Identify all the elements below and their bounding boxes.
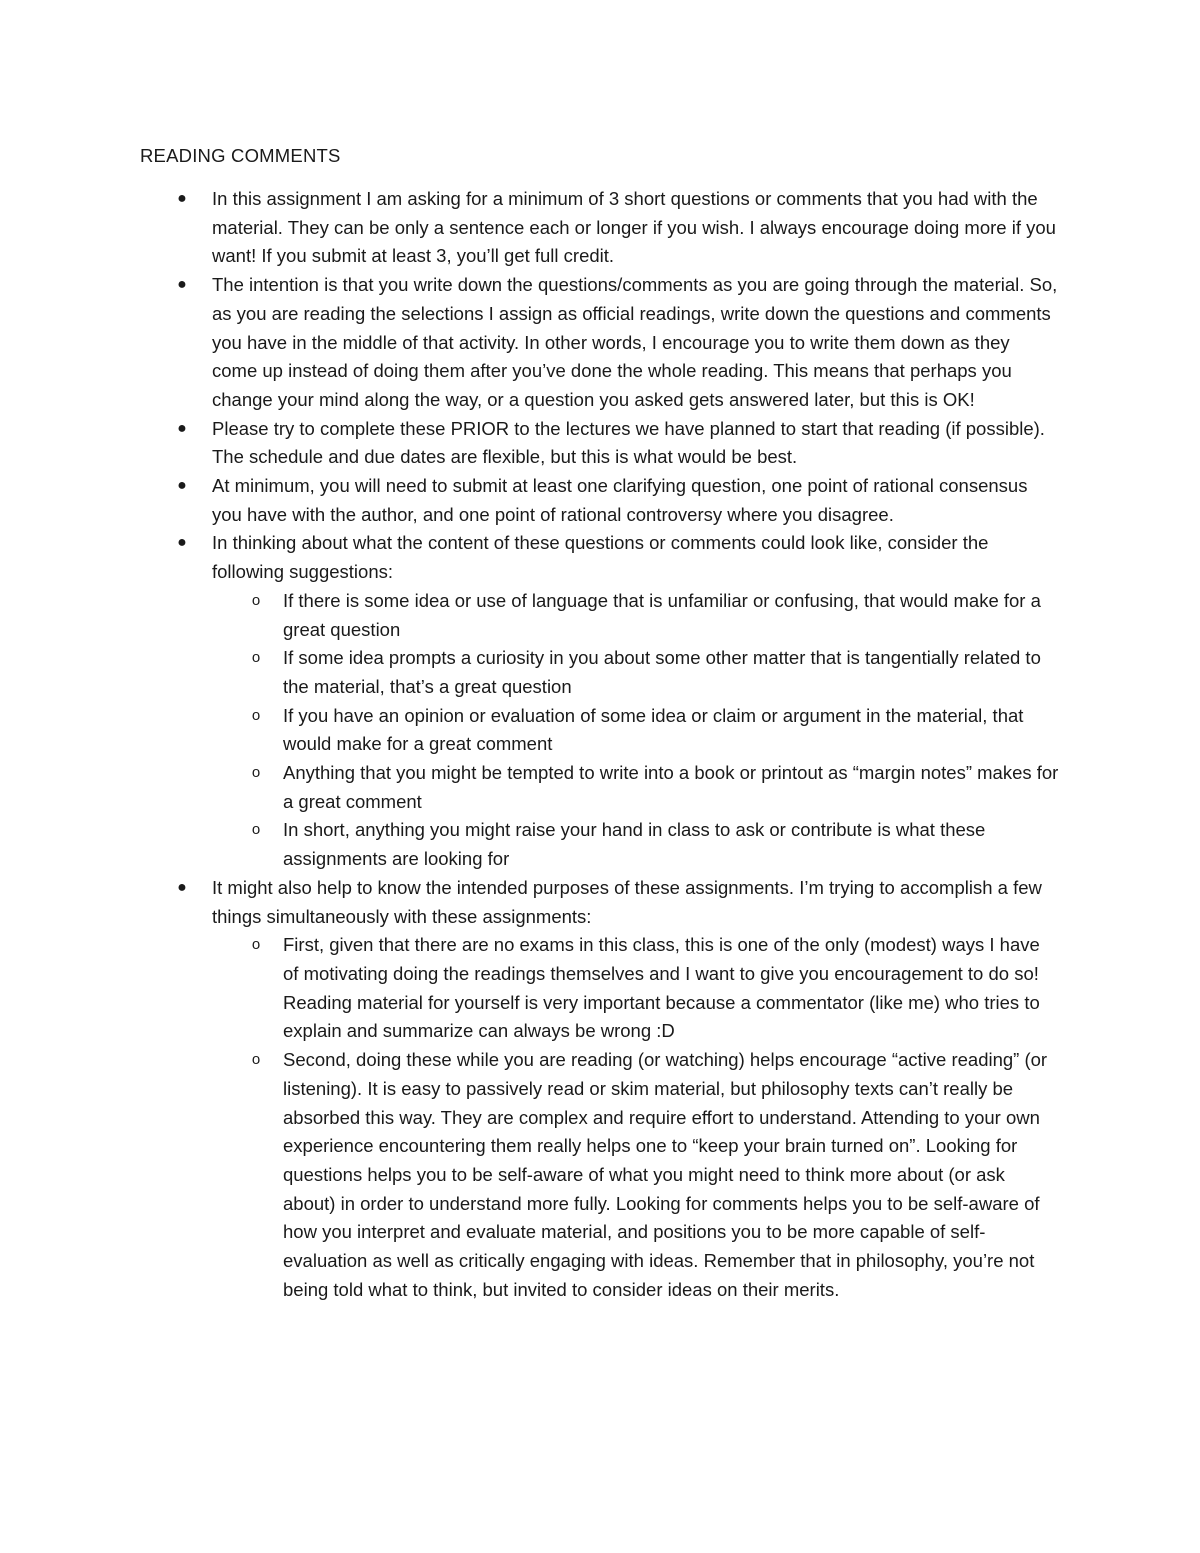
bullet-list <box>0 185 1200 1304</box>
sub-list-item-text: First, given that there are no exams in this class, this is one of the only (modest) ways I have of motivating doing the readings themselves and I want to give you encouragement to do so! Reading material for yourself is very important because a commentator (like me) who tries to explain and summarize can always be wrong :D <box>283 934 1040 1042</box>
document-title: READING COMMENTS <box>140 145 341 166</box>
list-item <box>177 415 1060 472</box>
list-item-text: The intention is that you write down the questions/comments as you are going through the material. So, as you are reading the selections I assign as official readings, write down the questions and comments you have in the middle of that activity. In other words, I encourage you to write them down as they come up instead of doing them after you’ve done the whole reading. This means that perhaps you change your mind along the way, or a question you asked gets answered later, but this is OK! <box>212 274 1058 410</box>
circle-bullet-icon: o <box>251 821 261 839</box>
sub-list-item <box>251 931 1060 1046</box>
sub-list <box>212 587 1060 874</box>
list-item-text: In thinking about what the content of these questions or comments could look like, consider the following suggestions: <box>212 532 989 583</box>
list-item <box>177 529 1060 873</box>
circle-bullet-icon: o <box>251 1051 261 1069</box>
sub-list-item <box>251 759 1060 816</box>
bullet-icon: ● <box>177 534 187 552</box>
bullet-icon: ● <box>177 477 187 495</box>
sub-list-item-text: Anything that you might be tempted to write into a book or printout as “margin notes” makes for a great comment <box>283 762 1059 812</box>
list-item-text: In this assignment I am asking for a minimum of 3 short questions or comments that you had with the material. They can be only a sentence each or longer if you wish. I always encourage doing more if you want! If you submit at least 3, you’ll get full credit. <box>212 188 1056 267</box>
sub-list-item <box>251 1046 1060 1304</box>
bullet-icon: ● <box>177 419 187 437</box>
sub-list-item-text: Second, doing these while you are reading (or watching) helps encourage “active reading” (or listening). It is easy to passively read or skim material, but philosophy texts can’t really be absorbed this way. They are complex and require effort to understand. Attending to your own experience encountering them really helps one to “keep your brain turned on”. Looking for questions helps you to be self-aware of what you might need to think more about (or ask about) in order to understand more fully. Looking for comments helps you to be self-aware of how you interpret and evaluate material, and positions you to be more capable of self-evaluation as well as critically engaging with ideas. Remember that in philosophy, you’re not being told what to think, but invited to consider ideas on their merits. <box>283 1049 1048 1300</box>
bullet-icon: ● <box>177 190 187 207</box>
list-item <box>177 874 1060 1305</box>
bullet-icon: ● <box>177 276 187 294</box>
circle-bullet-icon: o <box>251 706 261 724</box>
list-item-text: It might also help to know the intended purposes of these assignments. I’m trying to accomplish a few things simultaneously with these assignments: <box>212 876 1042 927</box>
list-item <box>177 472 1060 529</box>
circle-bullet-icon: o <box>251 649 261 667</box>
bullet-icon: ● <box>177 878 187 896</box>
circle-bullet-icon: o <box>251 936 261 954</box>
list-item <box>177 271 1060 415</box>
document-body <box>0 185 1200 1304</box>
circle-bullet-icon: o <box>251 591 261 609</box>
sub-list-item <box>251 816 1060 873</box>
sub-list-item <box>251 702 1060 759</box>
list-item <box>177 185 1060 271</box>
sub-list <box>212 931 1060 1304</box>
sub-list-item-text: If you have an opinion or evaluation of some idea or claim or argument in the material, that would make for a great comment <box>283 704 1024 755</box>
list-item-text: Please try to complete these PRIOR to the lectures we have planned to start that reading (if possible). The schedule and due dates are flexible, but this is what would be best. <box>212 417 1045 468</box>
sub-list-item-text: If there is some idea or use of language that is unfamiliar or confusing, that would make for a great question <box>283 589 1041 640</box>
list-item-text: At minimum, you will need to submit at least one clarifying question, one point of rational consensus you have with the author, and one point of rational controversy where you disagree. <box>212 475 1028 525</box>
circle-bullet-icon: o <box>251 764 261 782</box>
sub-list-item-text: If some idea prompts a curiosity in you about some other matter that is tangentially related to the material, that’s a great question <box>283 647 1041 697</box>
sub-list-item-text: In short, anything you might raise your hand in class to ask or contribute is what these assignments are looking for <box>283 819 986 870</box>
sub-list-item <box>251 587 1060 644</box>
sub-list-item <box>251 644 1060 701</box>
